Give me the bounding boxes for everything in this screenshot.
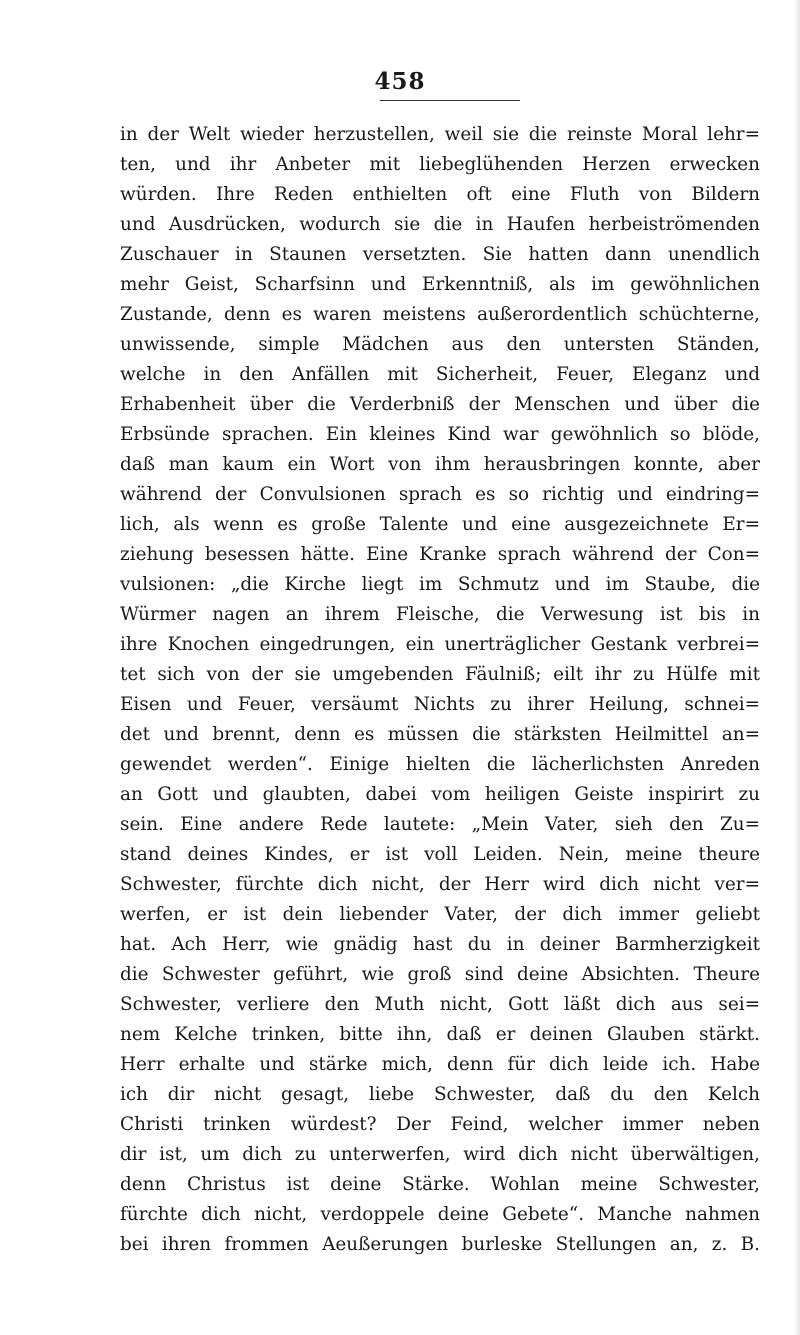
page-edge-shadow <box>794 0 800 1335</box>
text-line: fürchte dich nicht, verdoppele deine Gebete“. Manche nahmen <box>120 1204 760 1225</box>
text-line: ten, und ihr Anbeter mit liebeglühenden Herzen erwecken <box>120 154 760 175</box>
text-line: bei ihren frommen Aeußerungen burleske Stellungen an, z. B. <box>120 1234 760 1255</box>
text-line: Herr erhalte und stärke mich, denn für dich leide ich. Habe <box>120 1054 760 1075</box>
text-line: werfen, er ist dein liebender Vater, der dich immer geliebt <box>120 904 760 925</box>
text-line: det und brennt, denn es müssen die stärksten Heilmittel an= <box>120 724 760 745</box>
text-line: Zuschauer in Staunen versetzten. Sie hatten dann unendlich <box>120 244 760 265</box>
text-line: sein. Eine andere Rede lautete: „Mein Vater, sieh den Zu= <box>120 814 760 835</box>
text-line: würden. Ihre Reden enthielten oft eine Fluth von Bildern <box>120 184 760 205</box>
text-line: Schwester, verliere den Muth nicht, Gott läßt dich aus sei= <box>120 994 760 1015</box>
text-line: ziehung besessen hätte. Eine Kranke sprach während der Con= <box>120 544 760 565</box>
text-line: ich dir nicht gesagt, liebe Schwester, daß du den Kelch <box>120 1084 760 1105</box>
text-line: Eisen und Feuer, versäumt Nichts zu ihrer Heilung, schnei= <box>120 694 760 715</box>
text-line: daß man kaum ein Wort von ihm herausbringen konnte, aber <box>120 454 760 475</box>
text-line: nem Kelche trinken, bitte ihn, daß er deinen Glauben stärkt. <box>120 1024 760 1045</box>
text-line: Schwester, fürchte dich nicht, der Herr wird dich nicht ver= <box>120 874 760 895</box>
text-line: während der Convulsionen sprach es so richtig und eindring= <box>120 484 760 505</box>
text-line: die Schwester geführt, wie groß sind deine Absichten. Theure <box>120 964 760 985</box>
text-line: hat. Ach Herr, wie gnädig hast du in deiner Barmherzigkeit <box>120 934 760 955</box>
text-line: welche in den Anfällen mit Sicherheit, Feuer, Eleganz und <box>120 364 760 385</box>
text-line: vulsionen: „die Kirche liegt im Schmutz und im Staube, die <box>120 574 760 595</box>
text-line: ihre Knochen eingedrungen, ein unerträglicher Gestank verbrei= <box>120 634 760 655</box>
text-line: Zustande, denn es waren meistens außerordentlich schüchterne, <box>120 304 760 325</box>
text-line: tet sich von der sie umgebenden Fäulniß; eilt ihr zu Hülfe mit <box>120 664 760 685</box>
text-line: Christi trinken würdest? Der Feind, welcher immer neben <box>120 1114 760 1135</box>
text-line: in der Welt wieder herzustellen, weil sie die reinste Moral lehr= <box>120 124 760 145</box>
text-line: lich, als wenn es große Talente und eine ausgezeichnete Er= <box>120 514 760 535</box>
text-line: dir ist, um dich zu unterwerfen, wird dich nicht überwältigen, <box>120 1144 760 1165</box>
header-rule <box>380 100 520 101</box>
body-text <box>120 120 760 1260</box>
page-number: 458 <box>374 68 426 95</box>
text-line: Erbsünde sprachen. Ein kleines Kind war gewöhnlich so blöde, <box>120 424 760 445</box>
text-line: stand deines Kindes, er ist voll Leiden. Nein, meine theure <box>120 844 760 865</box>
text-line: Würmer nagen an ihrem Fleische, die Verwesung ist bis in <box>120 604 760 625</box>
text-line: mehr Geist, Scharfsinn und Erkenntniß, als im gewöhnlichen <box>120 274 760 295</box>
text-line: denn Christus ist deine Stärke. Wohlan meine Schwester, <box>120 1174 760 1195</box>
text-line: unwissende, simple Mädchen aus den untersten Ständen, <box>120 334 760 355</box>
text-line: gewendet werden“. Einige hielten die lächerlichsten Anreden <box>120 754 760 775</box>
text-line: an Gott und glaubten, dabei vom heiligen Geiste inspirirt zu <box>120 784 760 805</box>
text-line: und Ausdrücken, wodurch sie die in Haufen herbeiströmenden <box>120 214 760 235</box>
text-line: Erhabenheit über die Verderbniß der Menschen und über die <box>120 394 760 415</box>
